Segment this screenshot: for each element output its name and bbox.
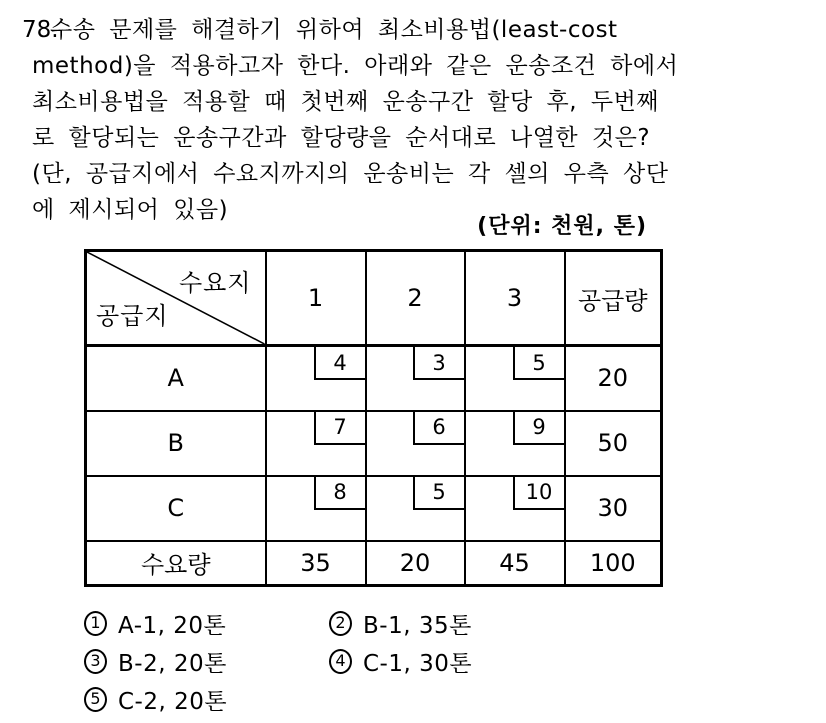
cell-b1 bbox=[266, 411, 366, 476]
table-header-row bbox=[86, 251, 662, 346]
supply-a: 20 bbox=[565, 346, 662, 411]
cost-c3: 10 bbox=[513, 477, 564, 510]
option-2-label: B-1, 35톤 bbox=[363, 612, 472, 639]
option-3[interactable] bbox=[84, 648, 329, 677]
cell-b3 bbox=[465, 411, 565, 476]
option-4-circle-marker: 4 bbox=[329, 649, 352, 674]
question-line-5: (단, 공급지에서 수요지까지의 운송비는 각 셀의 우측 상단 bbox=[32, 161, 669, 187]
cost-c1: 8 bbox=[314, 477, 365, 510]
cost-b3: 9 bbox=[513, 412, 564, 445]
options-list bbox=[84, 610, 629, 715]
demand-2: 20 bbox=[366, 541, 465, 586]
option-5-circle-marker: 5 bbox=[84, 687, 107, 712]
question-line-2: method)을 적용하고자 한다. 아래와 같은 운송조건 하에서 bbox=[32, 53, 679, 79]
col-header-1: 1 bbox=[266, 251, 366, 346]
cost-b2: 6 bbox=[413, 412, 464, 445]
supply-b: 50 bbox=[565, 411, 662, 476]
unit-label: (단위: 천원, 톤) bbox=[477, 214, 647, 239]
row-label-b: B bbox=[86, 411, 266, 476]
option-1[interactable] bbox=[84, 610, 329, 639]
cell-a1 bbox=[266, 346, 366, 411]
cell-a3 bbox=[465, 346, 565, 411]
table-row-a bbox=[86, 346, 662, 411]
question-line-3: 최소비용법을 적용할 때 첫번째 운송구간 할당 후, 두번째 bbox=[32, 89, 660, 115]
question-line-1: 수송 문제를 해결하기 위하여 최소비용법(least-cost bbox=[50, 17, 618, 43]
cost-c2: 5 bbox=[413, 477, 464, 510]
transport-table bbox=[84, 249, 663, 587]
cost-a2: 3 bbox=[413, 347, 464, 380]
supply-c: 30 bbox=[565, 476, 662, 541]
row-label-a: A bbox=[86, 346, 266, 411]
question-text bbox=[32, 8, 804, 228]
table-row-b bbox=[86, 411, 662, 476]
supply-column-header: 공급량 bbox=[565, 251, 662, 346]
cell-b2 bbox=[366, 411, 465, 476]
table-row-c bbox=[86, 476, 662, 541]
cell-c1 bbox=[266, 476, 366, 541]
cost-a3: 5 bbox=[513, 347, 564, 380]
question-number: 78. bbox=[22, 17, 59, 43]
cost-a1: 4 bbox=[314, 347, 365, 380]
cell-a2 bbox=[366, 346, 465, 411]
corner-demand-label: 수요지 bbox=[178, 269, 252, 297]
option-3-label: B-2, 20톤 bbox=[118, 650, 227, 677]
col-header-3: 3 bbox=[465, 251, 565, 346]
option-5-label: C-2, 20톤 bbox=[118, 688, 228, 715]
option-4[interactable] bbox=[329, 648, 629, 677]
total-quantity: 100 bbox=[565, 541, 662, 586]
option-2[interactable] bbox=[329, 610, 629, 639]
demand-row-label: 수요량 bbox=[86, 541, 266, 586]
cost-b1: 7 bbox=[314, 412, 365, 445]
question-block bbox=[22, 8, 804, 228]
row-label-c: C bbox=[86, 476, 266, 541]
demand-3: 45 bbox=[465, 541, 565, 586]
option-5[interactable] bbox=[84, 686, 329, 715]
cell-c3 bbox=[465, 476, 565, 541]
corner-supply-label: 공급지 bbox=[96, 302, 169, 330]
col-header-2: 2 bbox=[366, 251, 465, 346]
cell-c2 bbox=[366, 476, 465, 541]
demand-1: 35 bbox=[266, 541, 366, 586]
question-line-6: 에 제시되어 있음) bbox=[32, 197, 229, 223]
corner-cell bbox=[86, 251, 266, 346]
option-1-circle-marker: 1 bbox=[84, 611, 107, 636]
question-line-4: 로 할당되는 운송구간과 할당량을 순서대로 나열한 것은? bbox=[32, 125, 651, 151]
option-4-label: C-1, 30톤 bbox=[363, 650, 473, 677]
table-demand-row bbox=[86, 541, 662, 586]
option-1-label: A-1, 20톤 bbox=[118, 612, 227, 639]
option-3-circle-marker: 3 bbox=[84, 649, 107, 674]
option-2-circle-marker: 2 bbox=[329, 611, 352, 636]
